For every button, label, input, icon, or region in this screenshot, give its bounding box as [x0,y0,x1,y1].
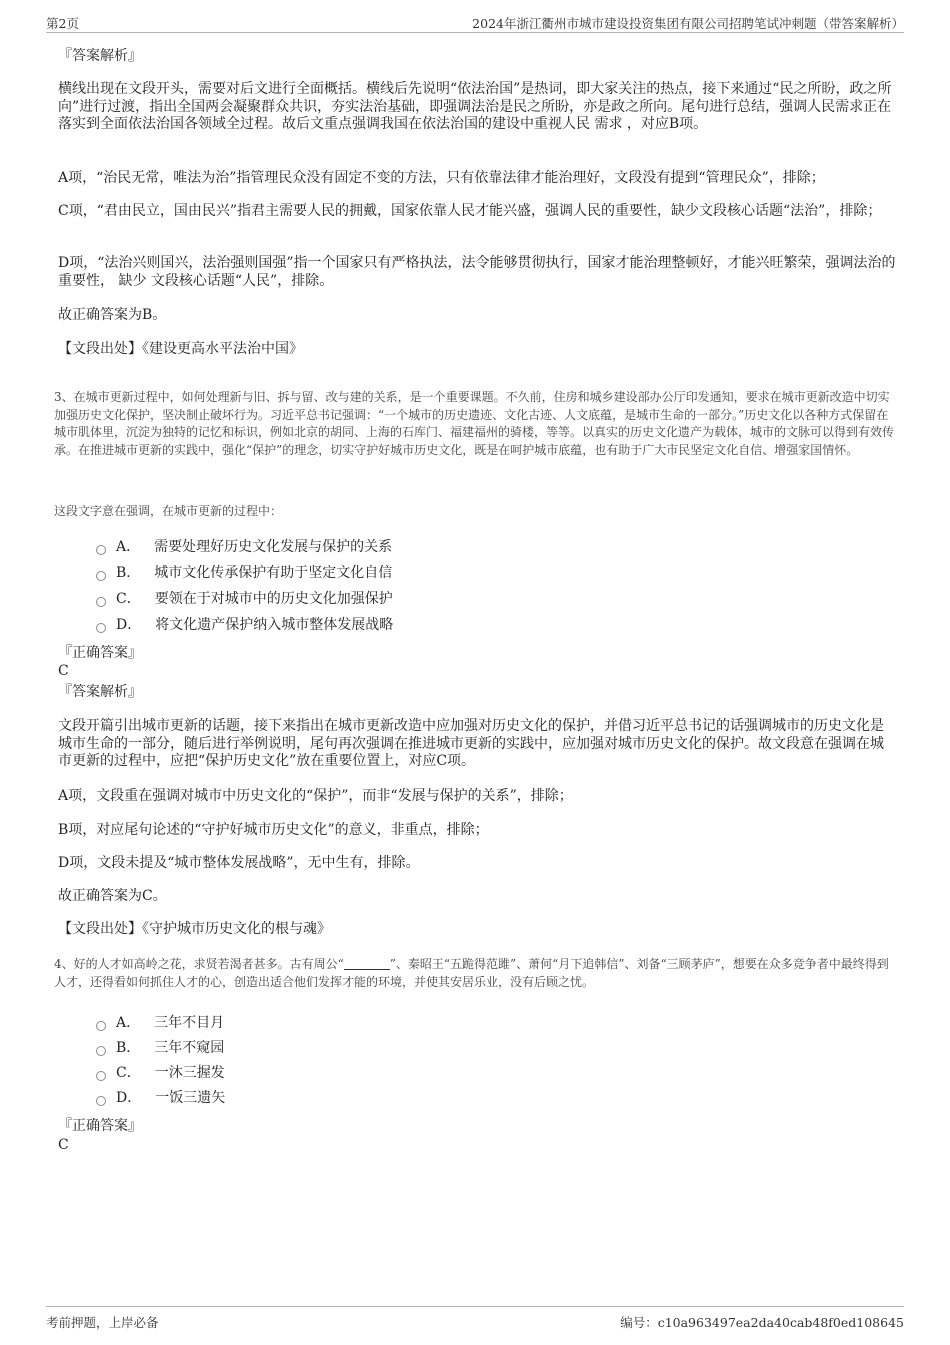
radio-icon[interactable] [96,1096,106,1106]
option-text: 需要处理好历史文化发展与保护的关系 [154,539,393,555]
q4-stem-after: ”、秦昭王“五跪得范雎”、萧何“月下追韩信”、刘备“三顾茅庐”，想要在众多竞争者中最终得到人才，还得看如何抓住人才的心，创造出适合他们发挥才能的环境，并使其安居乐业，没有后顾之忧。 [54,957,889,989]
document-title: 2024年浙江衢州市城市建设投资集团有限公司招聘笔试冲刺题（带答案解析） [472,16,904,31]
option-text: 一沐三握发 [154,1065,225,1081]
q3-analysis-label: 『答案解析』 [58,684,142,700]
q4-stem [54,956,898,991]
page-header [46,14,904,33]
radio-icon[interactable] [96,571,106,581]
q4-option-d[interactable] [96,1089,225,1107]
q4-answer-label: 『正确答案』 [58,1118,142,1134]
page-footer [46,1306,904,1331]
option-text: 三年不目月 [154,1015,225,1031]
q3-option-d[interactable] [96,616,393,634]
q3-analysis-paragraph: 文段开篇引出城市更新的话题，接下来指出在城市更新改造中应加强对历史文化的保护，并借习近平总书记的话强调城市的历史文化是城市生命的一部分，随后进行举例说明，尾句再次强调在推进城市更新的实践中，应加强对城市历史文化的保护。故文段意在强调在城市更新的过程中，应把“保护历史文化”放在重要位置上，对应C项。 [58,718,884,769]
option-letter: A． [116,539,141,555]
radio-icon[interactable] [96,1071,106,1081]
q3-stem: 3、在城市更新过程中，如何处理新与旧、拆与留、改与建的关系，是一个重要课题。不久前，住房和城乡建设部办公厅印发通知，要求在城市更新改造中切实加强历史文化保护，坚决制止破坏行为。习近平总书记强调：“一个城市的历史遗迹、文化古迹、人文底蕴，是城市生命的一部分。”历史文化以各种方式保留在城市肌体里，沉淀为独特的记忆和标识，例如北京的胡同、上海的石库门、福建福州的骑楼，等等。以真实的历史文化遗产为载体，城市的文脉可以得到有效传承。在推进城市更新的实践中，强化“保护”的理念，切实守护好城市历史文化，既是在呵护城市底蕴，也有助于广大市民坚定文化自信、增强家国情怀。 [54,390,895,457]
document-id: 编号：c10a963497ea2da40cab48f0ed108645 [620,1315,904,1330]
q3-answer: C [58,663,69,679]
q2-source: 【文段出处】《建设更高水平法治中国》 [58,341,303,357]
q3-conclusion: 故正确答案为C。 [58,888,167,904]
q3-question: 这段文字意在强调，在城市更新的过程中： [54,504,283,518]
q3-option-c[interactable] [96,590,393,608]
radio-icon[interactable] [96,1021,106,1031]
page-number: 第2页 [46,16,79,31]
option-text: 三年不窥园 [154,1040,225,1056]
q2-analysis-option-d: D项，“法治兴则国兴，法治强则国强”指一个国家只有严格执法，法令能够贯彻执行，国家才能治理整顿好，才能兴旺繁荣，强调法治的重要性， 缺少 文段核心话题“人民”，排除。 [58,255,896,289]
option-text: 城市文化传承保护有助于坚定文化自信 [154,565,393,581]
q4-option-a[interactable] [96,1014,224,1032]
q4-answer: C [58,1137,69,1153]
radio-icon[interactable] [96,597,106,607]
q4-stem-before: 4、好的人才如高岭之花，求贤若渴者甚多。古有周公“ [54,957,344,971]
q3-answer-label: 『正确答案』 [58,645,142,661]
q3-source: 【文段出处】《守护城市历史文化的根与魂》 [58,921,331,937]
radio-icon[interactable] [96,1046,106,1056]
option-letter: A． [116,1015,141,1031]
q4-option-c[interactable] [96,1064,225,1082]
option-text: 一饭三遗矢 [155,1090,226,1106]
option-letter: D． [116,1090,142,1106]
q3-option-b[interactable] [96,564,392,582]
option-letter: C． [116,1065,141,1081]
radio-icon[interactable] [96,545,106,555]
footer-slogan: 考前押题，上岸必备 [46,1315,159,1330]
q2-analysis-option-a: A项，“治民无常，唯法为治”指管理民众没有固定不变的方法，只有依靠法律才能治理好，文段没有提到“管理民众”，排除； [58,170,825,186]
option-letter: C． [116,591,141,607]
q2-conclusion: 故正确答案为B。 [58,307,167,323]
q2-analysis-label: 『答案解析』 [58,48,142,64]
radio-icon[interactable] [96,623,106,633]
option-letter: B． [116,1040,141,1056]
q3-analysis-option-d: D项，文段未提及“城市整体发展战略”，无中生有，排除。 [58,855,420,871]
option-letter: B． [116,565,141,581]
q3-option-a[interactable] [96,538,392,556]
q2-analysis-paragraph: 横线出现在文段开头，需要对后文进行全面概括。横线后先说明“依法治国”是热词，即大家关注的热点，接下来通过“民之所盼，政之所向”进行过渡，指出全国两会凝聚群众共识，夯实法治基础，即强调法治是民之所盼，亦是政之所向。尾句进行总结，强调人民需求正在落实到全面依法治国各领域全过程。故后文重点强调我国在依法治国的建设中重视人民 需求 ，对应B项。 [58,81,892,132]
option-letter: D． [116,617,142,633]
option-text: 将文化遗产保护纳入城市整体发展战略 [155,617,394,633]
fill-blank [344,957,390,970]
q2-analysis-option-c: C项，“君由民立，国由民兴”指君主需要人民的拥戴，国家依靠人民才能兴盛，强调人民的重要性，缺少文段核心话题“法治”，排除； [58,203,882,219]
option-text: 要领在于对城市中的历史文化加强保护 [154,591,393,607]
q3-analysis-option-b: B项，对应尾句论述的“守护好城市历史文化”的意义，非重点，排除； [58,822,489,838]
q4-option-b[interactable] [96,1039,224,1057]
q3-analysis-option-a: A项，文段重在强调对城市中历史文化的“保护”，而非“发展与保护的关系”，排除； [58,788,573,804]
